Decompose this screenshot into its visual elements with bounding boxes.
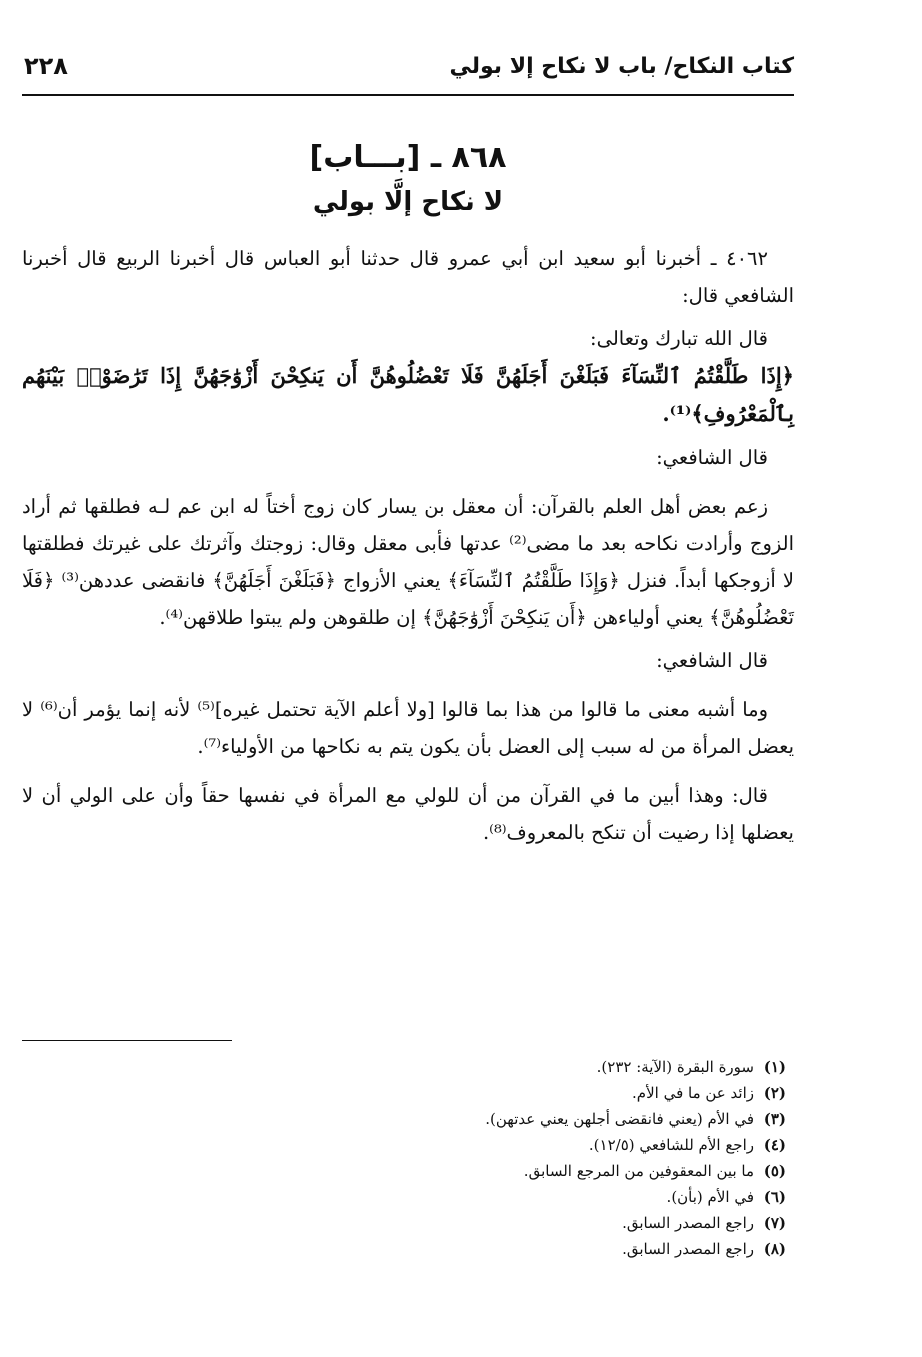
hadith-paragraph: ٤٠٦٢ ـ أخبرنا أبو سعيد ابن أبي عمرو قال حدثنا أبو العباس قال أخبرنا الربيع قال أخبرنا الشافعي قال: bbox=[22, 247, 794, 307]
footnote-item: (٢) زائد عن ما في الأم. bbox=[632, 1084, 786, 1102]
chapter-heading bbox=[22, 136, 794, 224]
footnote-item: (٨) راجع المصدر السابق. bbox=[622, 1240, 786, 1258]
commentary-paragraph: وما أشبه معنى ما قالوا من هذا بما قالوا [ولا أعلم الآية تحتمل غيره]⁽⁵⁾ لأنه إنما يؤمر أن⁽⁶⁾ لا يعضل المرأة من له سبب إلى العضل بأن يكون يتم به نكاحها من الأولياء⁽⁷⁾. bbox=[22, 698, 794, 758]
footnote-item: (٥) ما بين المعقوفين من المرجع السابق. bbox=[523, 1162, 786, 1180]
book-page bbox=[22, 0, 794, 1357]
chapter-title: لا نكاح إلَّا بولي bbox=[312, 187, 504, 217]
commentary-paragraph: زعم بعض أهل العلم بالقرآن: أن معقل بن يسار كان زوج أختاً له ابن عم لـه فطلقها ثم أراد الزوج وأرادت نكاحه بعد ما مضى⁽²⁾ عدتها فأبى معقل وقال: زوجتك وآثرتك على غيرتك فطلقتها لا أزوجكها أبداً. فنزل ﴿وَإِذَا طَلَّقْتُمُ ٱلنِّسَآءَ﴾ يعني الأزواج ﴿فَبَلَغْنَ أَجَلَهُنَّ﴾ فانقضى عددهن⁽³⁾ ﴿فَلَا تَعْضُلُوهُنَّ﴾ يعني أولياءهن ﴿أَن يَنكِحْنَ أَزْوَٰجَهُنَّ﴾ إن طلقوهن ولم يبتوا طلاقهن⁽⁴⁾. bbox=[22, 495, 794, 629]
speaker-label: قال الشافعي: bbox=[656, 649, 768, 672]
footnote-item: (٤) راجع الأم للشافعي (١٢/٥). bbox=[588, 1136, 786, 1154]
quote-intro: قال الله تبارك وتعالى: bbox=[590, 327, 768, 350]
footnotes bbox=[22, 1054, 786, 1262]
footnote-item: (١) سورة البقرة (الآية: ٢٣٢). bbox=[596, 1058, 786, 1076]
footnote-item: (٣) في الأم (يعني فانقضى أجلهن يعني عدتهن). bbox=[485, 1110, 786, 1128]
footnote-item: (٧) راجع المصدر السابق. bbox=[622, 1214, 786, 1232]
running-header bbox=[22, 50, 794, 96]
footnote-item: (٦) في الأم (بأن). bbox=[666, 1188, 786, 1206]
speaker-label: قال الشافعي: bbox=[656, 446, 768, 469]
commentary-paragraph: قال: وهذا أبين ما في القرآن من أن للولي مع المرأة في نفسها حقاً وأن على الولي أن لا يعضلها إذا رضيت أن تنكح بالمعروف⁽⁸⁾. bbox=[22, 784, 794, 844]
quran-verse: ﴿إِذَا طَلَّقْتُمُ ٱلنِّسَآءَ فَبَلَغْنَ أَجَلَهُنَّ فَلَا تَعْضُلُوهُنَّ أَن يَنكِحْنَ أَزْوَٰجَهُنَّ إِذَا تَرَٰضَوْا۟ بَيْنَهُم بِٱلْمَعْرُوفِ﴾⁽¹⁾. bbox=[22, 363, 794, 426]
chapter-number: ٨٦٨ ـ [بـــاب] bbox=[309, 140, 507, 175]
running-title: كتاب النكاح/ باب لا نكاح إلا بولي bbox=[449, 54, 794, 79]
page-number: ٢٢٨ bbox=[24, 52, 68, 80]
main-text bbox=[22, 240, 794, 851]
footnote-divider bbox=[22, 1040, 232, 1041]
